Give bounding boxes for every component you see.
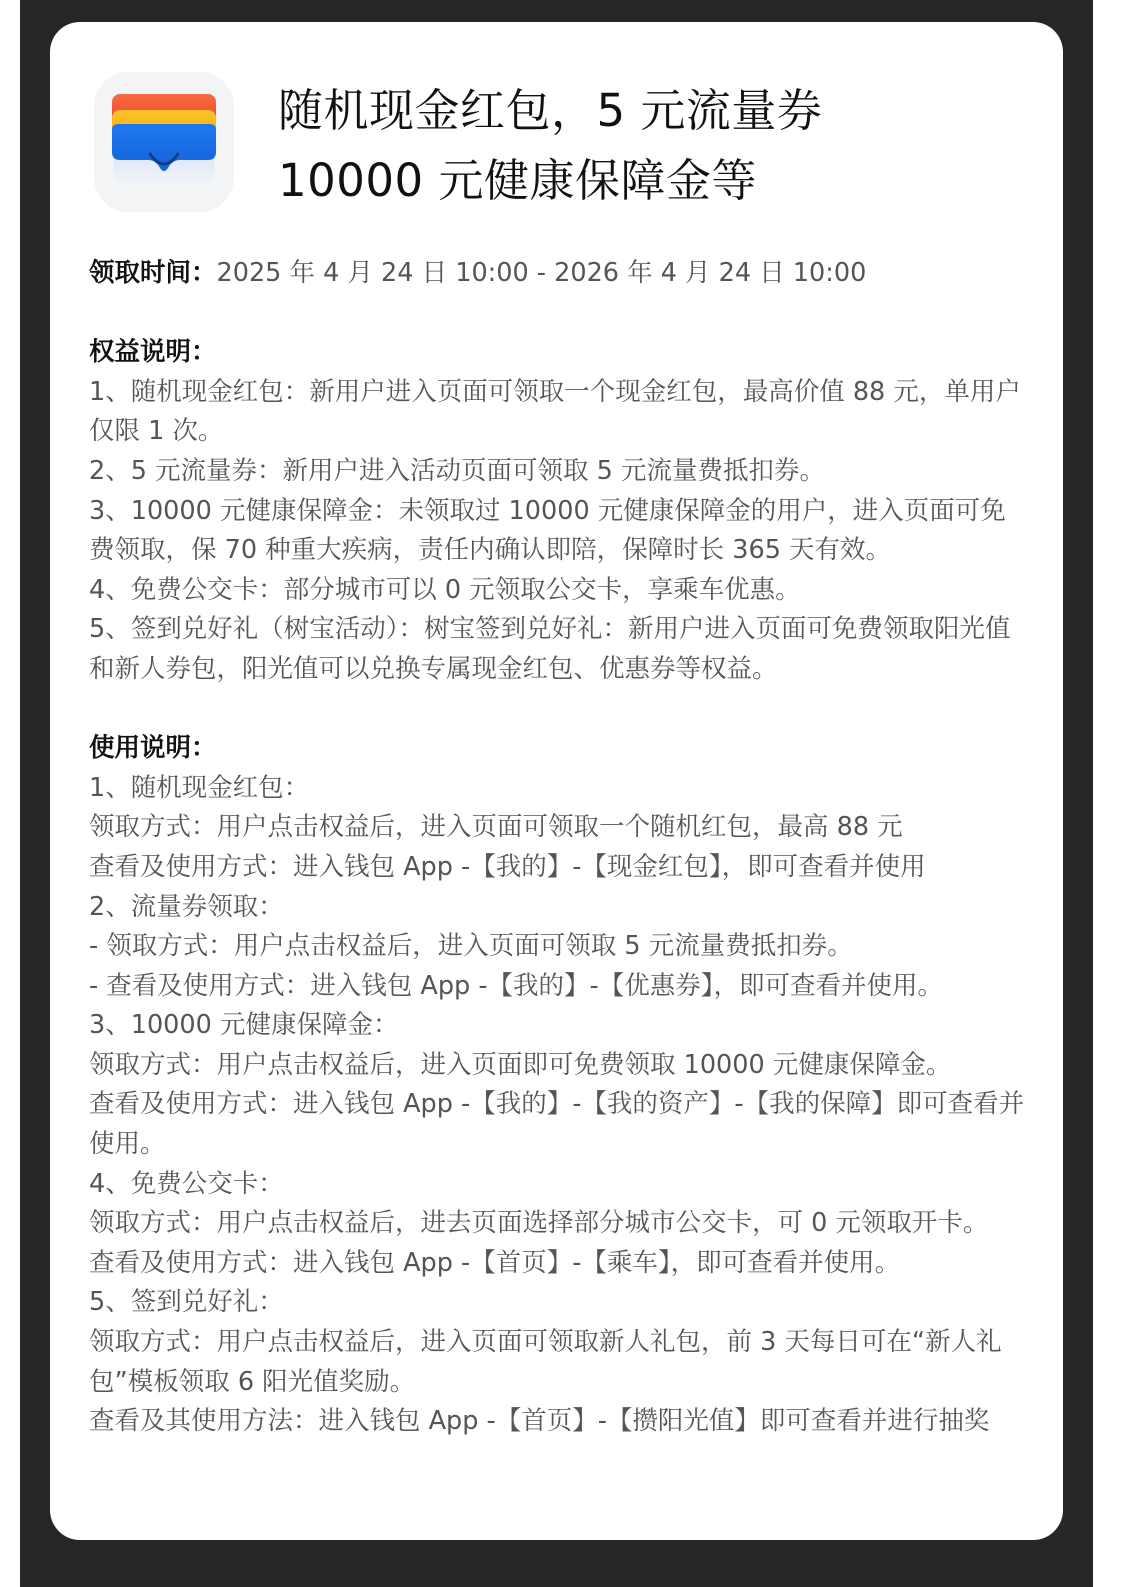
usage-line: 查看及其使用方法：进入钱包 App -【首页】-【攒阳光值】即可查看并进行抽奖 (89, 1406, 990, 1437)
usage-line: 5、签到兑好礼： (89, 1287, 284, 1318)
usage-line: 查看及使用方式：进入钱包 App -【我的】-【现金红包】，即可查看并使用 (89, 851, 926, 882)
benefit-item: 1、随机现金红包：新用户进入页面可领取一个现金红包，最高价值 88 元，单用户仅限 1 次。 (89, 376, 1021, 447)
page-title (278, 76, 1038, 216)
benefit-item: 5、签到兑好礼（树宝活动）：树宝签到兑好礼：新用户进入页面可免费领取阳光值和新人券包，阳光值可以兑换专属现金红包、优惠券等权益。 (89, 614, 1011, 684)
claim-period-label: 领取时间： (89, 258, 217, 288)
benefit-item: 2、5 元流量券：新用户进入活动页面可领取 5 元流量费抵扣券。 (89, 455, 825, 486)
usage-line: 领取方式：用户点击权益后，进入页面可领取新人礼包，前 3 天每日可在“新人礼包”模板领取 6 阳光值奖励。 (89, 1327, 1002, 1397)
claim-period (89, 254, 1029, 294)
usage-line: 领取方式：用户点击权益后，进去页面选择部分城市公交卡，可 0 元领取开卡。 (89, 1208, 989, 1239)
usage-line: 查看及使用方式：进入钱包 App -【首页】-【乘车】，即可查看并使用。 (89, 1247, 901, 1278)
title-line-1: 随机现金红包，5 元流量券 (278, 84, 823, 137)
usage-line: 领取方式：用户点击权益后，进入页面即可免费领取 10000 元健康保障金。 (89, 1049, 952, 1080)
usage-line: 1、随机现金红包： (89, 772, 310, 803)
benefits-heading: 权益说明： (89, 337, 217, 368)
usage-line: 2、流量券领取： (89, 891, 284, 922)
usage-heading: 使用说明： (89, 733, 217, 764)
benefit-detail-card (50, 22, 1063, 1540)
usage-line: 4、免费公交卡： (89, 1168, 284, 1199)
usage-line: 3、10000 元健康保障金： (89, 1010, 399, 1041)
spacer (89, 294, 1029, 334)
usage-line: 领取方式：用户点击权益后，进入页面可领取一个随机红包，最高 88 元 (89, 812, 903, 843)
usage-line: - 查看及使用方式：进入钱包 App -【我的】-【优惠券】，即可查看并使用。 (89, 970, 943, 1001)
wallet-icon (110, 94, 218, 194)
benefit-item: 3、10000 元健康保障金：未领取过 10000 元健康保障金的用户，进入页面可免费领取，保 70 种重大疾病，责任内确认即陪，保障时长 365 天有效。 (89, 495, 1006, 566)
benefit-item: 4、免费公交卡：部分城市可以 0 元领取公交卡，享乘车优惠。 (89, 574, 801, 605)
spacer (89, 690, 1029, 730)
title-line-2: 10000 元健康保障金等 (278, 154, 757, 207)
usage-line: 查看及使用方式：进入钱包 App -【我的】-【我的资产】-【我的保障】即可查看并使用。 (89, 1089, 1025, 1160)
claim-period-value: 2025 年 4 月 24 日 10:00 - 2026 年 4 月 24 日 10:00 (216, 258, 867, 288)
content-body (89, 254, 1029, 1442)
usage-line: - 领取方式：用户点击权益后，进入页面可领取 5 元流量费抵扣券。 (89, 931, 853, 962)
wallet-app-icon (94, 72, 234, 212)
